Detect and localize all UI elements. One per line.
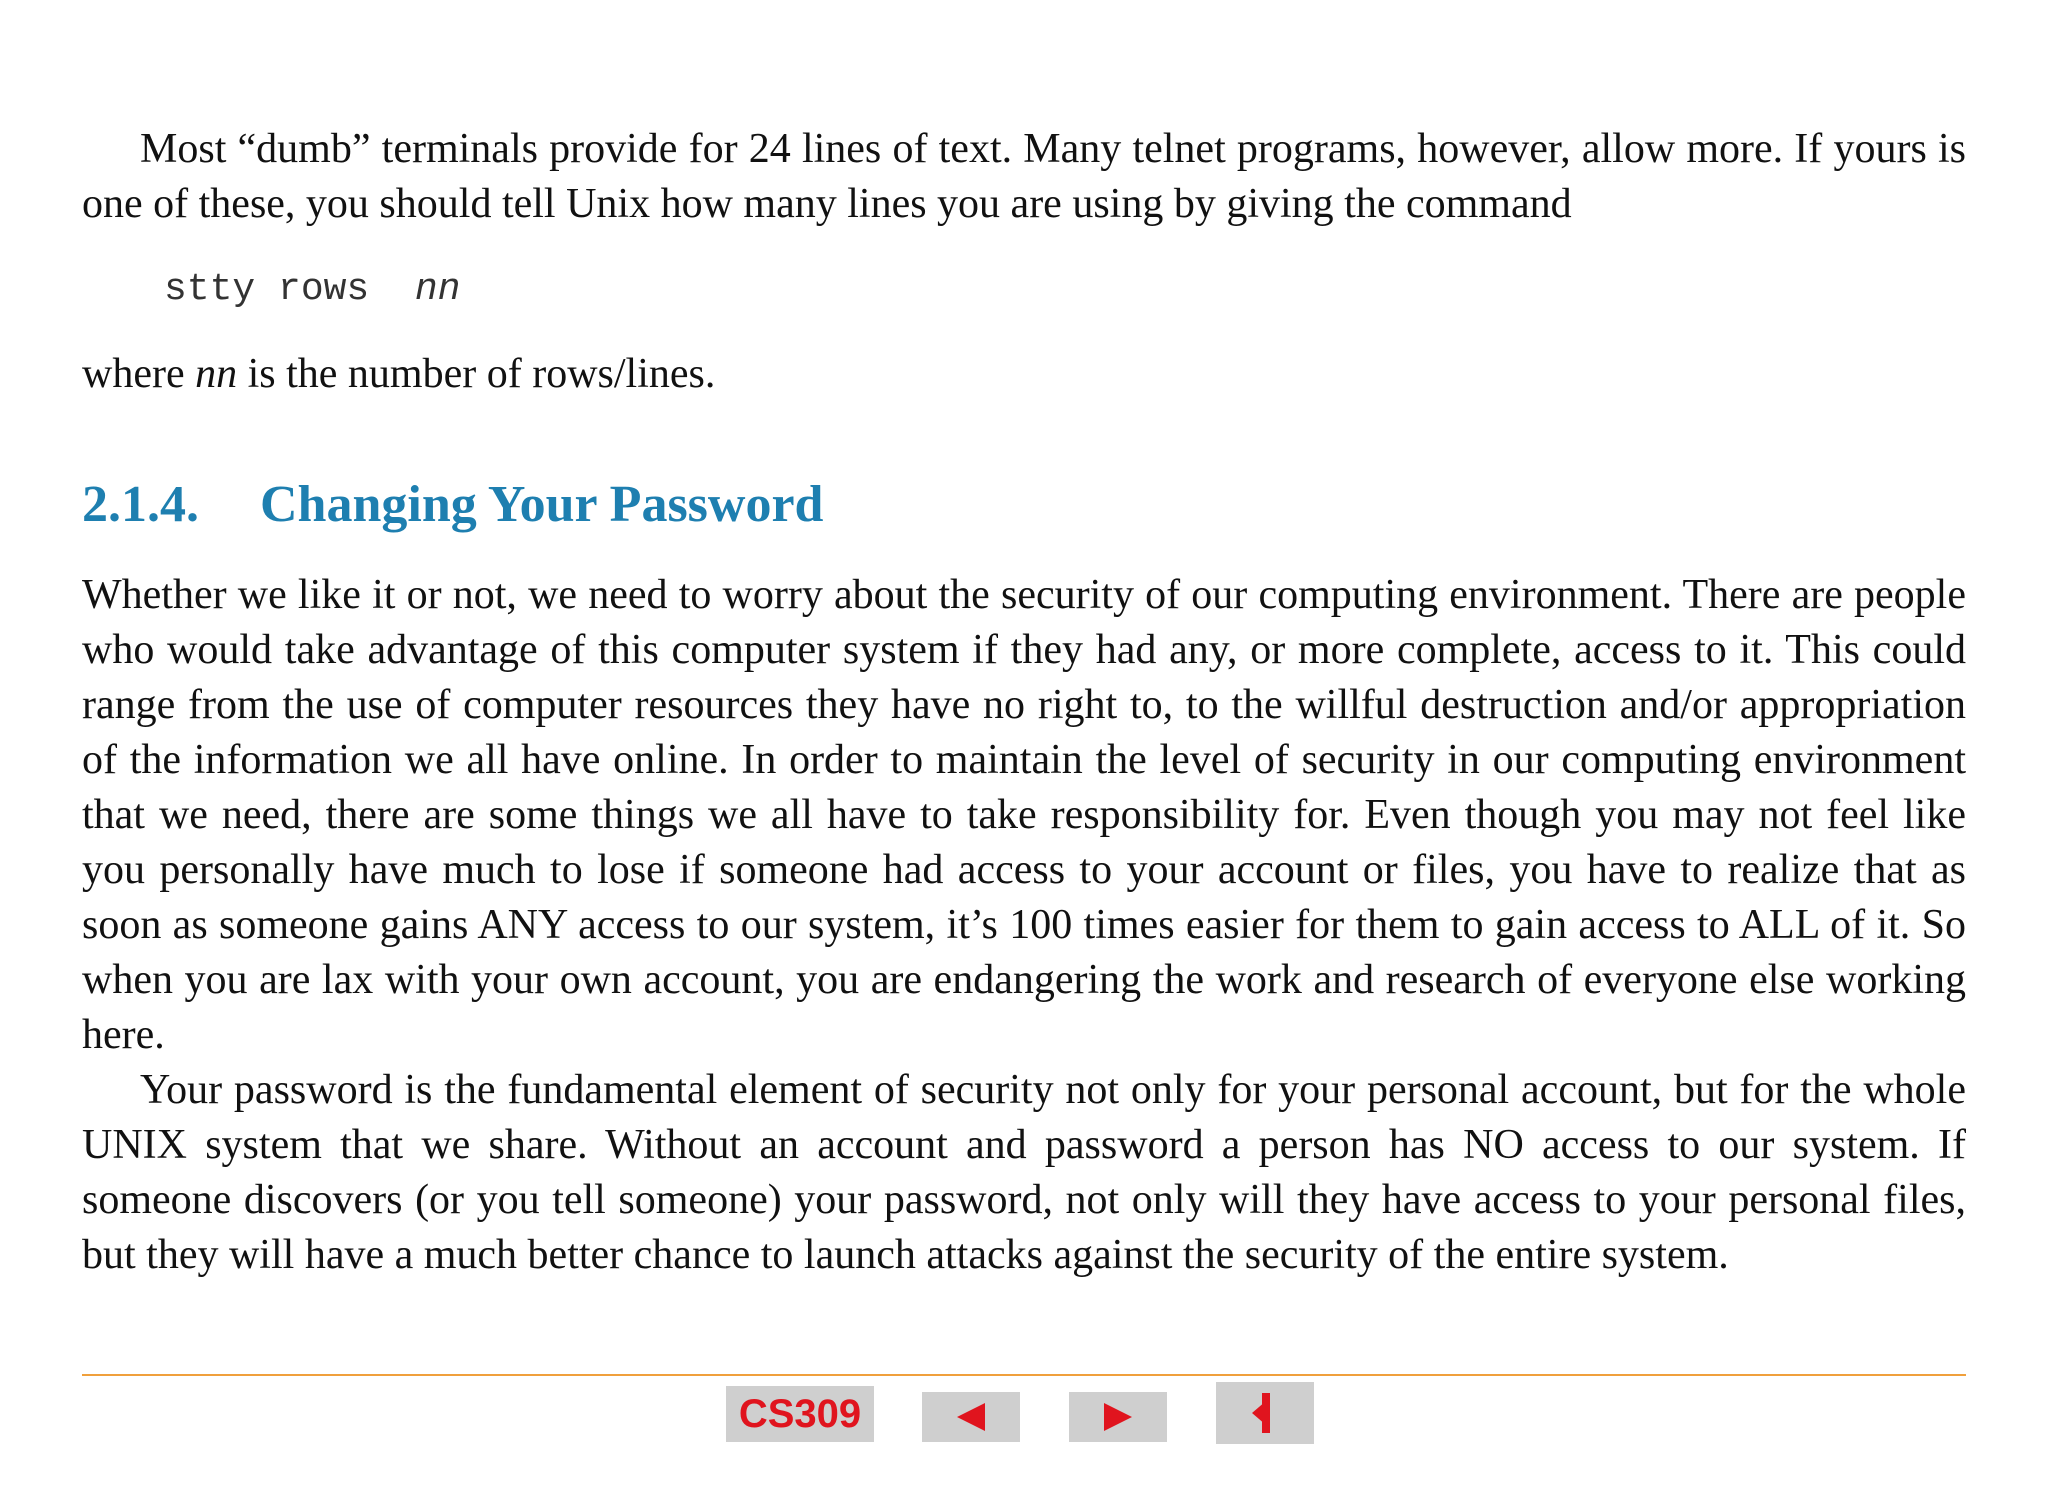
previous-page-button[interactable]: [922, 1392, 1020, 1442]
course-label: CS309: [738, 1391, 862, 1436]
next-page-button[interactable]: [1069, 1392, 1167, 1442]
paragraph-security: Whether we like it or not, we need to worry about the security of our computing environment. There are people who would take advantage of this computer system if they had any, or more complete, access to it. This could range from the use of computer resources they have no right to, to the willful destruction and/or appropriation of the information we all have online. In order to maintain the level of security in our computing environment that we need, there are some things we all have to take responsibility for. Even though you may not feel like you personally have much to lose if someone had access to your account or files, you have to realize that as soon as someone gains ANY access to our system, it’s 100 times easier for them to gain access to ALL of it. So when you are lax with your own account, you are endangering the work and research of everyone else working here.: [82, 572, 1966, 1058]
left-triangle-icon: [957, 1403, 985, 1431]
go-back-button[interactable]: [1216, 1382, 1314, 1444]
course-home-button[interactable]: [726, 1386, 874, 1442]
paragraph-terminal-lines: Most “dumb” terminals provide for 24 lines of text. Many telnet programs, however, allow more. If yours is one of these, you should tell Unix how many lines you are using by giving the command: [82, 126, 1966, 227]
section-number: 2.1.4.: [82, 476, 199, 533]
code-example: [164, 268, 460, 311]
variable-nn: nn: [195, 351, 238, 397]
paragraph-rows-explanation: [82, 347, 1966, 402]
footer-divider: [82, 1374, 1966, 1376]
paragraph-password: Your password is the fundamental element of security not only for your personal account, but for the whole UNIX system that we share. Without an account and password a person has NO access to our system. If someone discovers (or you tell someone) your password, not only will they have access to your personal files, but they will have a much better chance to launch attacks against the security of the entire system.: [82, 1067, 1966, 1278]
code-command: stty rows: [164, 268, 415, 311]
section-heading: [82, 472, 823, 538]
back-arrow-icon: [1254, 1393, 1276, 1433]
paragraph-rows-text-before: where: [82, 351, 196, 397]
section-title-text: Changing Your Password: [260, 476, 824, 533]
code-argument: nn: [414, 268, 461, 311]
paragraph-rows-text-after: is the number of rows/lines.: [237, 351, 716, 397]
right-triangle-icon: [1104, 1403, 1132, 1431]
